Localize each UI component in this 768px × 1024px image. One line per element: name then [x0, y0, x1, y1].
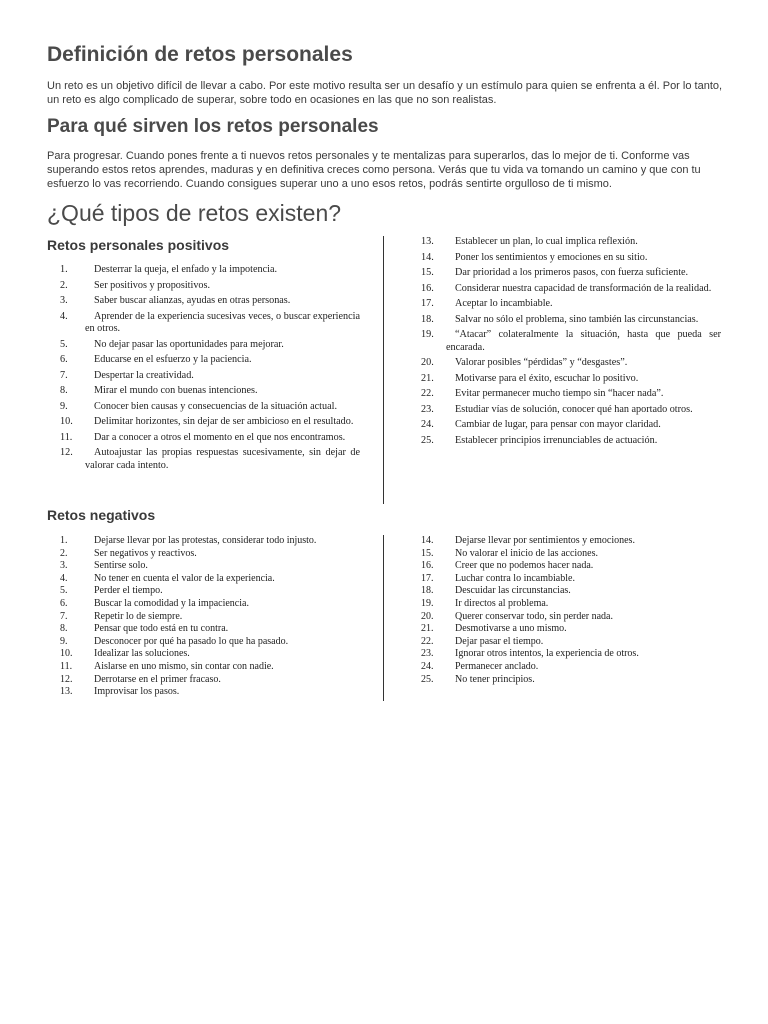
list-item	[47, 432, 360, 445]
list-item	[47, 648, 360, 661]
list-item-number: 19.	[421, 329, 434, 340]
heading-purpose: Para qué sirven los retos personales	[47, 116, 379, 137]
list-item-number: 4.	[60, 310, 68, 322]
list-item-text: Idealizar las soluciones.	[94, 648, 190, 660]
list-item-number: 1.	[60, 535, 68, 546]
negative-list-column-2	[408, 535, 721, 686]
list-item-number: 17.	[421, 298, 434, 309]
list-item-number: 23.	[421, 648, 434, 660]
list-item	[408, 674, 721, 687]
list-item	[47, 295, 360, 308]
list-item-number: 16.	[421, 560, 434, 572]
list-item	[408, 252, 721, 265]
list-item-text: Valorar posibles “pérdidas” y “desgastes”.	[455, 357, 628, 368]
heading-positive-challenges: Retos personales positivos	[47, 237, 230, 253]
list-item	[408, 298, 721, 311]
list-item-text: “Atacar” colateralmente la situación, hasta que pueda ser encarada.	[446, 329, 721, 353]
list-item-text: Ser negativos y reactivos.	[94, 547, 197, 559]
list-item	[408, 623, 721, 636]
list-item	[47, 560, 360, 573]
list-item-number: 8.	[60, 385, 68, 396]
list-item-number: 1.	[60, 264, 68, 275]
list-item-text: Poner los sentimientos y emociones en su sitio.	[455, 251, 648, 263]
list-item-number: 9.	[60, 400, 68, 412]
list-item-text: Salvar no sólo el problema, sino también las circunstancias.	[455, 313, 699, 325]
list-item-text: Sentirse solo.	[94, 560, 148, 572]
list-item-number: 7.	[60, 369, 68, 381]
list-item	[408, 598, 721, 611]
list-item	[47, 674, 360, 687]
list-item-text: Despertar la creatividad.	[94, 369, 194, 381]
list-item-text: Mirar el mundo con buenas intenciones.	[94, 385, 258, 396]
list-item	[408, 388, 721, 401]
list-item-text: Querer conservar todo, sin perder nada.	[455, 610, 613, 622]
list-item	[408, 611, 721, 624]
list-item	[47, 535, 360, 548]
list-item-number: 21.	[421, 623, 434, 635]
list-item-text: Ignorar otros intentos, la experiencia de otros.	[455, 648, 639, 660]
list-item-text: Aprender de la experiencia sucesivas veces, o buscar experiencia en otros.	[85, 310, 360, 334]
list-item-number: 4.	[60, 572, 68, 584]
list-item-number: 8.	[60, 623, 68, 635]
list-item	[47, 416, 360, 429]
list-item-number: 24.	[421, 660, 434, 672]
column-divider	[383, 236, 384, 504]
list-item-text: Estudiar vías de solución, conocer qué han aportado otros.	[455, 403, 693, 415]
list-item-text: Creer que no podemos hacer nada.	[455, 560, 594, 572]
list-item-text: Autoajustar las propias respuestas sucesivamente, sin dejar de valorar cada intento.	[85, 447, 360, 471]
list-item-text: Permanecer anclado.	[455, 660, 539, 672]
list-item-number: 22.	[421, 635, 434, 647]
list-item-number: 25.	[421, 434, 434, 446]
list-item	[408, 560, 721, 573]
list-item-text: Buscar la comodidad y la impaciencia.	[94, 597, 249, 609]
list-item-text: Derrotarse en el primer fracaso.	[94, 673, 221, 685]
list-item-number: 18.	[421, 313, 434, 325]
paragraph-purpose: Para progresar. Cuando pones frente a ti nuevos retos personales y te mentalizas para superarlos, das lo mejor de ti. Conforme vas superando estos retos aprendes, maduras y en definitiva creces como persona. Verás que tu vida va tomando un camino y que con tu esfuerzo lo vas recorriendo. Cuando consigues superar uno a uno esos retos, podrás sentirte orgulloso de ti mismo.	[47, 150, 701, 190]
list-item	[47, 280, 360, 293]
positive-list-column-1	[47, 264, 360, 475]
list-item	[408, 404, 721, 417]
list-item	[47, 385, 360, 398]
list-item-text: Desconocer por qué ha pasado lo que ha pasado.	[94, 635, 289, 647]
list-item-text: Establecer principios irrenunciables de actuación.	[455, 434, 658, 446]
list-item-number: 2.	[60, 279, 68, 291]
list-item-text: Pensar que todo está en tu contra.	[94, 623, 229, 635]
negative-list-column-1	[47, 535, 360, 699]
list-item-text: Dejarse llevar por las protestas, considerar todo injusto.	[94, 535, 317, 546]
list-item	[47, 447, 360, 472]
list-item-text: Perder el tiempo.	[94, 585, 163, 597]
list-item	[408, 329, 721, 354]
list-item-number: 17.	[421, 572, 434, 584]
list-item	[47, 370, 360, 383]
list-item-number: 23.	[421, 403, 434, 415]
list-item-number: 3.	[60, 560, 68, 572]
list-item	[47, 661, 360, 674]
list-item	[47, 686, 360, 699]
list-item-number: 10.	[60, 648, 73, 660]
list-item-number: 14.	[421, 251, 434, 263]
positive-list-column-2	[408, 236, 721, 450]
list-item-text: Aislarse en uno mismo, sin contar con nadie.	[94, 660, 274, 672]
list-item	[47, 401, 360, 414]
list-item	[408, 357, 721, 370]
list-item-number: 3.	[60, 295, 68, 306]
list-item-text: Desmotivarse a uno mismo.	[455, 623, 567, 635]
list-item-text: Dar prioridad a los primeros pasos, con fuerza suficiente.	[455, 267, 689, 278]
list-item-text: Ser positivos y propositivos.	[94, 279, 211, 291]
list-item-text: Desterrar la queja, el enfado y la impotencia.	[94, 264, 278, 275]
list-item-text: Delimitar horizontes, sin dejar de ser ambicioso en el resultado.	[94, 416, 354, 427]
list-item-text: Dar a conocer a otros el momento en el que nos encontramos.	[94, 431, 346, 443]
list-item-number: 12.	[60, 447, 73, 458]
list-item-number: 14.	[421, 535, 434, 546]
list-item	[47, 354, 360, 367]
list-item-text: Aceptar lo incambiable.	[455, 298, 553, 309]
list-item-text: Dejarse llevar por sentimientos y emociones.	[455, 535, 635, 546]
heading-definition: Definición de retos personales	[47, 43, 353, 66]
list-item	[408, 435, 721, 448]
list-item-text: Dejar pasar el tiempo.	[455, 635, 544, 647]
list-item-number: 12.	[60, 673, 73, 685]
list-item-number: 6.	[60, 354, 68, 365]
list-item-number: 10.	[60, 416, 73, 427]
list-item-number: 20.	[421, 357, 434, 368]
list-item-text: Ir directos al problema.	[455, 597, 549, 609]
list-item	[408, 236, 721, 249]
paragraph-definition: Un reto es un objetivo difícil de llevar a cabo. Por este motivo resulta ser un desafío y un estímulo para quien se enfrenta a él. Por lo tanto, un reto es algo complicado de superar, sobre todo en ocasiones en las que no son realistas.	[47, 80, 723, 106]
list-item	[408, 267, 721, 280]
list-item-number: 6.	[60, 597, 68, 609]
list-item-number: 5.	[60, 585, 68, 597]
list-item	[47, 311, 360, 336]
list-item-text: No tener principios.	[455, 673, 535, 685]
list-item-text: No valorar el inicio de las acciones.	[455, 547, 598, 559]
list-item	[47, 339, 360, 352]
list-item	[408, 548, 721, 561]
heading-types: ¿Qué tipos de retos existen?	[47, 200, 342, 226]
list-item-text: No tener en cuenta el valor de la experiencia.	[94, 572, 275, 584]
list-item-text: Repetir lo de siempre.	[94, 610, 183, 622]
list-item-number: 2.	[60, 547, 68, 559]
list-item-text: Considerar nuestra capacidad de transformación de la realidad.	[455, 282, 712, 294]
list-item	[47, 623, 360, 636]
list-item-number: 16.	[421, 282, 434, 294]
list-item	[47, 598, 360, 611]
list-item-number: 13.	[421, 236, 434, 247]
list-item-number: 21.	[421, 372, 434, 384]
list-item-text: Establecer un plan, lo cual implica reflexión.	[455, 236, 638, 247]
list-item-number: 9.	[60, 635, 68, 647]
list-item-number: 18.	[421, 585, 434, 597]
list-item-number: 7.	[60, 610, 68, 622]
list-item	[408, 373, 721, 386]
list-item	[408, 648, 721, 661]
list-item-number: 20.	[421, 610, 434, 622]
list-item-number: 11.	[60, 431, 73, 443]
column-divider	[383, 535, 384, 701]
list-item-number: 13.	[60, 686, 73, 698]
heading-negative-challenges: Retos negativos	[47, 507, 156, 523]
list-item-number: 25.	[421, 673, 434, 685]
list-item-number: 24.	[421, 419, 434, 430]
list-item-number: 15.	[421, 267, 434, 278]
list-item-number: 5.	[60, 338, 68, 350]
list-item	[408, 636, 721, 649]
list-item-number: 11.	[60, 660, 73, 672]
list-item	[408, 314, 721, 327]
list-item	[408, 419, 721, 432]
list-item	[408, 573, 721, 586]
list-item-text: Conocer bien causas y consecuencias de la situación actual.	[94, 400, 337, 412]
list-item-text: Evitar permanecer mucho tiempo sin “hacer nada”.	[455, 388, 664, 399]
list-item-text: No dejar pasar las oportunidades para mejorar.	[94, 338, 284, 350]
list-item-number: 19.	[421, 597, 434, 609]
list-item	[408, 535, 721, 548]
list-item	[408, 661, 721, 674]
list-item	[408, 585, 721, 598]
list-item	[47, 264, 360, 277]
list-item-number: 15.	[421, 547, 434, 559]
list-item-text: Saber buscar alianzas, ayudas en otras personas.	[94, 295, 291, 306]
list-item-text: Cambiar de lugar, para pensar con mayor claridad.	[455, 419, 661, 430]
list-item	[47, 548, 360, 561]
list-item-text: Motivarse para el éxito, escuchar lo positivo.	[455, 372, 639, 384]
list-item	[47, 573, 360, 586]
list-item-number: 22.	[421, 388, 434, 399]
list-item-text: Descuidar las circunstancias.	[455, 585, 571, 597]
list-item	[47, 585, 360, 598]
list-item-text: Educarse en el esfuerzo y la paciencia.	[94, 354, 252, 365]
list-item-text: Improvisar los pasos.	[94, 686, 180, 698]
list-item-text: Luchar contra lo incambiable.	[455, 572, 575, 584]
list-item	[408, 283, 721, 296]
list-item	[47, 636, 360, 649]
list-item	[47, 611, 360, 624]
